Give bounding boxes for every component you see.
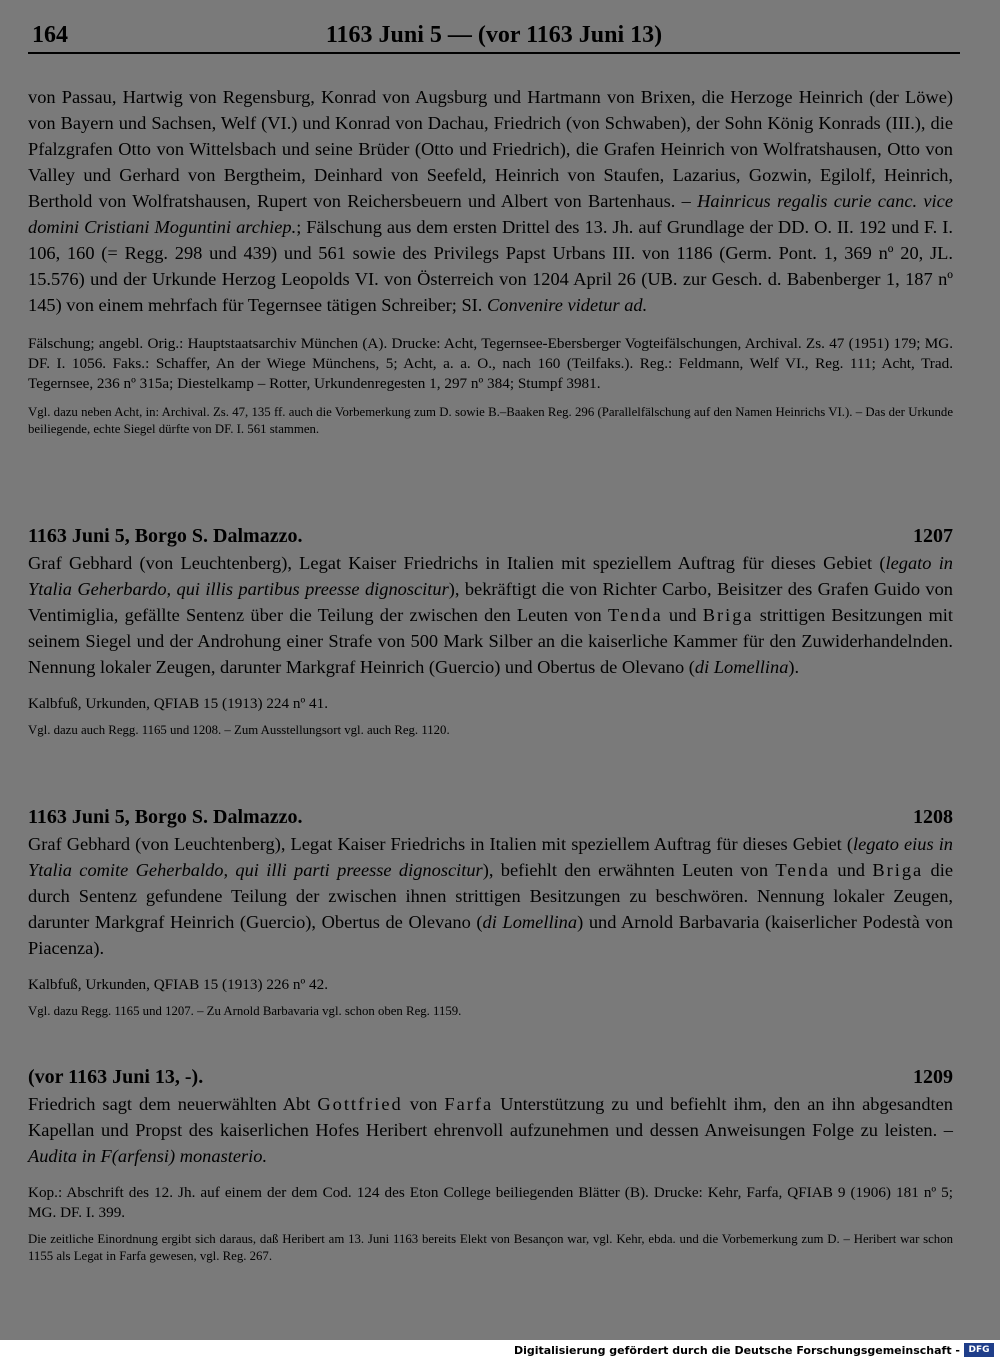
entry-heading — [28, 522, 953, 550]
entry-1208 — [28, 803, 953, 1020]
entry-source: Kalbfuß, Urkunden, QFIAB 15 (1913) 226 nº 42. — [28, 976, 328, 993]
page-header — [28, 22, 960, 54]
entry-source: Kalbfuß, Urkunden, QFIAB 15 (1913) 224 nº 41. — [28, 695, 328, 712]
intro-sources: Fälschung; angebl. Orig.: Hauptstaatsarchiv München (A). Drucke: Acht, Tegernsee-Ebersberger Vogteifälschungen, Archival. Zs. 47 (1951) 179; MG. DF. I. 1056. Faks.: Schaffer, An der Wiege Münchens, 5; Acht, a. a. O., nach 160 (Teilfaks.). Reg.: Feldmann, Welf VI., Reg. 111; Acht, Trad. Tegernsee, 236 nº 315a; Diestelkamp – Rotter, Urkundenregesten 1, 297 nº 384; Stumpf 3981. — [28, 335, 953, 392]
entry-1209 — [28, 1063, 953, 1265]
entry-date: 1163 Juni 5, Borgo S. Dalmazzo. — [28, 525, 303, 547]
entry-note: Vgl. dazu Regg. 1165 und 1207. – Zu Arnold Barbavaria vgl. schon oben Reg. 1159. — [28, 1004, 462, 1018]
entry-1207 — [28, 522, 953, 739]
funding-notice: Digitalisierung gefördert durch die Deutsche Forschungsgemeinschaft - — [513, 1344, 960, 1357]
entry-number: 1208 — [913, 806, 953, 828]
dfg-logo: DFG — [964, 1343, 994, 1357]
entry-text: Graf Gebhard (von Leuchtenberg), Legat Kaiser Friedrichs in Italien mit speziellem Auftrag für dieses Gebiet (legato in Ytalia Geherbardo, qui illis partibus preesse dignoscitur), bekräftigt die von Richter Carbo, Beisitzer des Grafen Guido von Ventimiglia, gefällte Sentenz über die Teilung der zwischen den Leuten von Tenda und Briga strittigen Besitzungen mit seinem Siegel und der Androhung einer Strafe von 500 Mark Silber an die kaiserliche Kammer für den Zuwiderhandelnden. Nennung lokaler Zeugen, darunter Markgraf Heinrich (Guercio) und Obertus de Olevano (di Lomellina). — [28, 553, 954, 677]
entry-heading — [28, 1063, 953, 1091]
entry-note: Vgl. dazu auch Regg. 1165 und 1208. – Zum Ausstellungsort vgl. auch Reg. 1120. — [28, 723, 450, 737]
page-title: 1163 Juni 5 — (vor 1163 Juni 13) — [325, 22, 663, 48]
entry-number: 1209 — [913, 1066, 953, 1088]
entry-text: Graf Gebhard (von Leuchtenberg), Legat Kaiser Friedrichs in Italien mit speziellem Auftrag für dieses Gebiet (legato eius in Ytalia comite Geherbaldo, qui illi parti preesse dignoscitur), befiehlt den erwähnten Leuten von Tenda und Briga die durch Sentenz gefundene Teilung der zwischen ihnen strittigen Besitzungen zu beschwören. Nennung lokaler Zeugen, darunter Markgraf Heinrich (Guercio), Obertus de Olevano (di Lomellina) und Arnold Barbavaria (kaiserlicher Podestà von Piacenza). — [28, 834, 954, 958]
entry-source: Kop.: Abschrift des 12. Jh. auf einem der dem Cod. 124 des Eton College beiliegenden Blätter (B). Drucke: Kehr, Farfa, QFIAB 9 (1906) 181 nº 5; MG. DF. I. 399. — [28, 1184, 953, 1221]
entry-text: Friedrich sagt dem neuerwählten Abt Gottfried von Farfa Unterstützung zu und befiehlt ihm, den an ihn abgesandten Kapellan und Propst des kaiserlichen Hofes Heribert ehrenvoll aufzunehmen und dessen Anweisungen Folge zu leisten. – Audita in F(arfensi) monasterio. — [28, 1094, 953, 1166]
entry-date: (vor 1163 Juni 13, -). — [28, 1066, 204, 1088]
intro-paragraph: von Passau, Hartwig von Regensburg, Konrad von Augsburg und Hartmann von Brixen, die Herzoge Heinrich (der Löwe) von Bayern und Sachsen, Welf (VI.) und Konrad von Dachau, Friedrich (von Schwaben), der Sohn König Konrads (III.), die Pfalzgrafen Otto von Wittelsbach und seine Brüder (Otto und Friedrich), die Grafen Heinrich von Wolfratshausen, Otto von Valley und Gerhard von Bergtheim, Deinhard von Seefeld, Heinrich von Staufen, Lazarius, Gozwin, Egilolf, Heinrich, Berthold von Wolfratshausen, Rupert von Reichersbeuern und Albert von Bartenhaus. – Hainricus regalis curie canc. vice domini Cristiani Moguntini archiep.; Fälschung aus dem ersten Drittel des 13. Jh. auf Grundlage der DD. O. II. 192 und F. I. 106, 160 (= Regg. 298 und 439) und 561 sowie des Privilegs Papst Urbans III. von 1186 (Germ. Pont. 1, 369 nº 20, JL. 15.576) und der Urkunde Herzog Leopolds VI. von Österreich von 1204 April 26 (UB. zur Gesch. d. Babenberger 1, 187 nº 145) von einem mehrfach für Tegernsee tätigen Schreiber; SI. Convenire videtur ad. — [28, 87, 953, 315]
page-footer — [0, 1340, 1000, 1360]
entry-date: 1163 Juni 5, Borgo S. Dalmazzo. — [28, 806, 303, 828]
entry-heading — [28, 803, 953, 831]
intro-section — [28, 84, 953, 438]
entry-number: 1207 — [913, 525, 953, 547]
intro-note: Vgl. dazu neben Acht, in: Archival. Zs. 47, 135 ff. auch die Vorbemerkung zum D. sowie B.–Baaken Reg. 296 (Parallelfälschung auf den Namen Heinrichs VI.). – Das der Urkunde beiliegende, echte Siegel dürfte von DF. I. 561 stammen. — [28, 405, 953, 436]
entry-note: Die zeitliche Einordnung ergibt sich daraus, daß Heribert am 13. Juni 1163 bereits Elekt von Besançon war, vgl. Kehr, ebda. und die Vorbemerkung zum D. – Heribert war schon 1155 als Legat in Farfa gewesen, vgl. Reg. 267. — [28, 1232, 953, 1263]
page-number: 164 — [32, 22, 68, 48]
